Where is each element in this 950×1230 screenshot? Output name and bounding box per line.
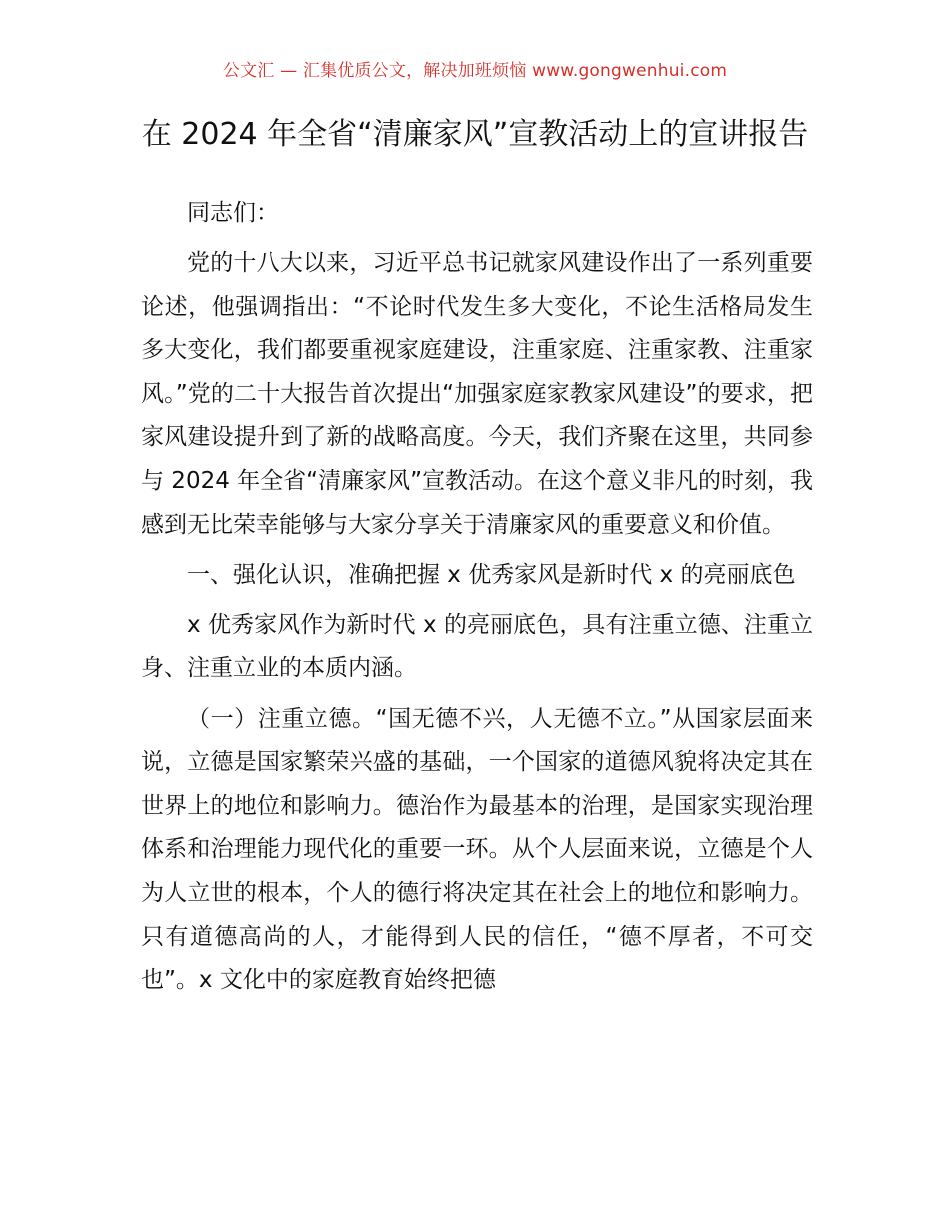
document-body (141, 192, 813, 1009)
salutation-paragraph: 同志们： (187, 200, 279, 226)
intro-paragraph: 党的十八大以来，习近平总书记就家风建设作出了一系列重要论述，他强调指出：“不论时代发生多大变化，不论生活格局发生多大变化，我们都要重视家庭建设，注重家庭、注重家教、注重家风。”党的二十大报告首次提出“加强家庭家教家风建设”的要求，把家风建设提升到了新的战略高度。今天，我们齐聚在这里，共同参与 2024 年全省“清廉家风”宣教活动。在这个意义非凡的时刻，我感到无比荣幸能够与大家分享关于清廉家风的重要意义和价值。 (141, 250, 813, 538)
header-banner: 公文汇 — 汇集优质公文，解决加班烦恼 www.gongwenhui.com (222, 61, 728, 81)
subsection-1-paragraph: （一）注重立德。“国无德不兴，人无德不立。”从国家层面来说，立德是国家繁荣兴盛的基础，一个国家的道德风貌将决定其在世界上的地位和影响力。德治作为最基本的治理，是国家实现治理体系和治理能力现代化的重要一环。从个人层面来说，立德是个人为人立世的根本，个人的德行将决定其在社会上的地位和影响力。只有道德高尚的人，才能得到人民的信任，“德不厚者，不可交也”。x 文化中的家庭教育始终把德 (141, 705, 813, 994)
section-heading-1: 一、强化认识，准确把握 x 优秀家风是新时代 x 的亮丽底色 (187, 561, 796, 588)
section-summary-paragraph: x 优秀家风作为新时代 x 的亮丽底色，具有注重立德、注重立身、注重立业的本质内涵。 (141, 611, 813, 682)
document-title: 在 2024 年全省“清廉家风”宣教活动上的宣讲报告 (141, 117, 809, 152)
